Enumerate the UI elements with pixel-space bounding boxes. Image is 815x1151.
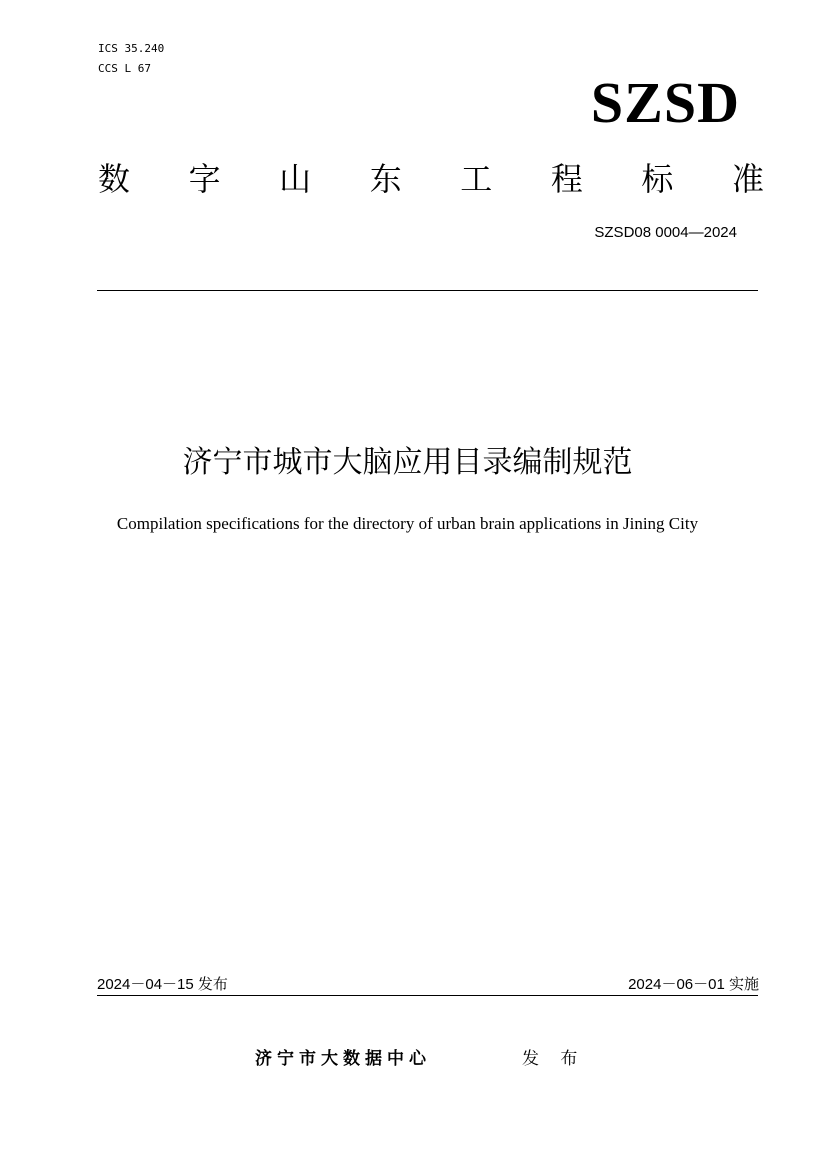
series-char: 准	[731, 160, 764, 198]
series-char: 数	[98, 160, 131, 198]
series-char: 标	[641, 160, 674, 198]
standard-series-title	[98, 158, 764, 200]
series-char: 程	[550, 160, 583, 198]
bottom-divider	[97, 995, 758, 996]
top-divider	[97, 290, 758, 291]
publisher-name: 济宁市大数据中心	[255, 1049, 431, 1069]
ics-code: ICS 35.240	[98, 42, 165, 55]
series-char: 字	[188, 160, 221, 198]
standard-number: SZSD08 0004—2024	[594, 224, 737, 241]
implementation-date: 2024－06－01 实施	[628, 976, 759, 993]
publish-label: 发 布	[522, 1049, 586, 1069]
ccs-code: CCS L 67	[98, 62, 151, 75]
series-char: 山	[279, 160, 312, 198]
document-title-english: Compilation specifications for the directory of urban brain applications in Jining City	[116, 514, 699, 533]
document-title-chinese: 济宁市城市大脑应用目录编制规范	[182, 445, 633, 480]
szsd-logo: SZSD	[590, 70, 740, 135]
series-char: 东	[369, 160, 402, 198]
series-char: 工	[460, 160, 493, 198]
issue-date: 2024－04－15 发布	[97, 976, 228, 993]
